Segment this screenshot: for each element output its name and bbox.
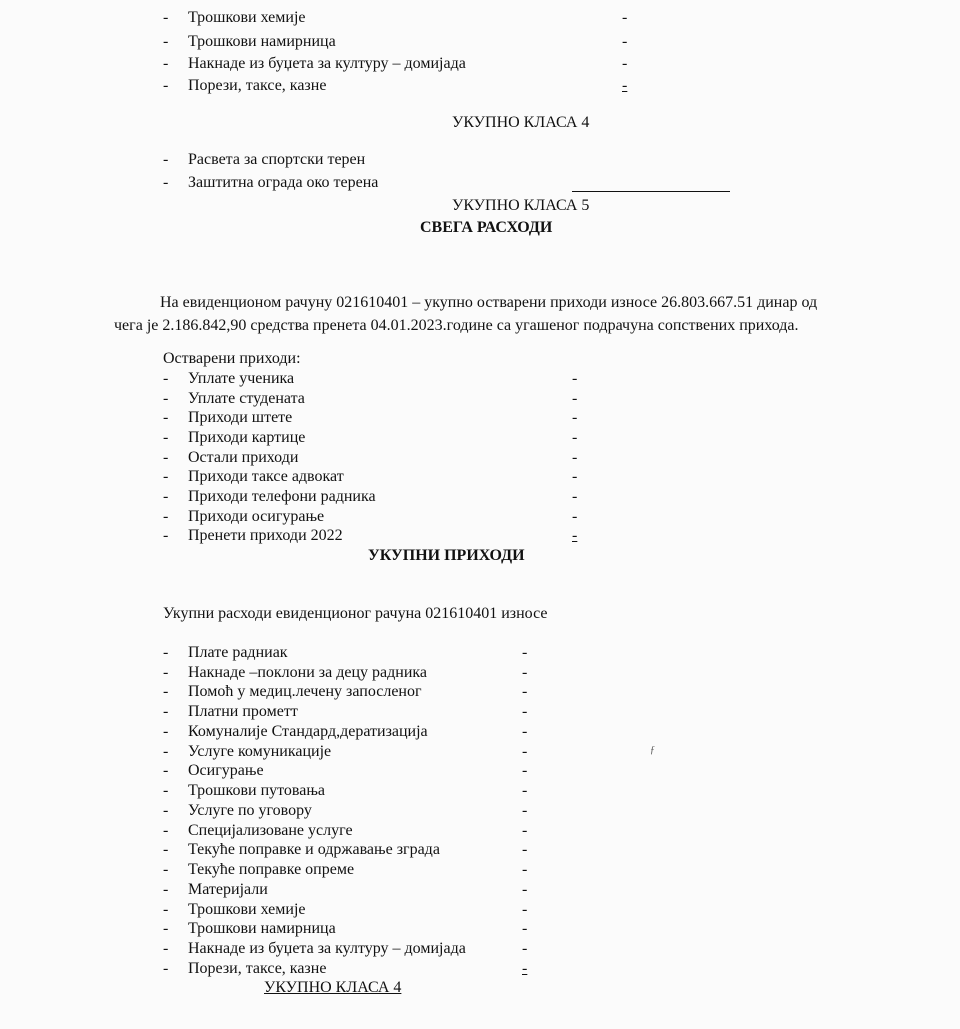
document-page: - Трошкови хемије - - Трошкови намирница - - Накнаде из буџета за културу – домијада - - Порези, таксе, казне - УКУПНО КЛАСА 4 - Расвета за спортски терен - Заштитна ограда око терена УКУПНО КЛАСА 5 СВЕГА РАСХОДИ На евиденционом рачуну 021610401 – укупно остварени приходи износе 26.803.667.51 динар од чега је 2.186.842,90 средства пренета 04.01.2023.године са угашеног подрачуна сопствених прихода. Остварени приходи: - Уплате ученика - - Уплате студената - - Приходи штете - - Приходи картице - - Остали приходи - - Приходи таксе адвокат - - Приходи телефони радника - - Приходи осигурање - - Пренети приходи 2022 - УКУПНИ ПРИХОДИ Укупни расходи евиденционог рачуна 021610401 износе - Плате радниак - - Накнаде –поклони за децу радника - - Помоћ у медиц.лечену запосленог - - Платни прометт - - Комуналије Стандард,дератизација - - Услуге комуникације - - Осигурање - - Трошкови путовања - - Услуге по уговору - - Специјализоване услуге - - Текуће поправке и одржавање зграда - - Текуће поправке опреме - - Материјали - - Трошкови хемије - - Трошкови намирница - - Накнаде из буџета за културу – домијада - - Порези, таксе, казне - УКУПНО КЛАСА 4 ƒ — [0, 0, 960, 1029]
item-label: Трошкови хемије — [188, 9, 306, 26]
paragraph-line: На евиденционом рачуну 021610401 – укупно остварени приходи износе 26.803.667.51 динар од — [160, 294, 818, 311]
item-label: Приходи штете — [188, 409, 293, 426]
scan-mark: ƒ — [650, 745, 655, 756]
item-label: Помоћ у медиц.лечену запосленог — [188, 683, 422, 700]
total-label: УКУПНО КЛАСА 4 — [264, 979, 402, 996]
item-label: Трошкови намирница — [188, 33, 336, 50]
item-label: Расвета за спортски терен — [188, 151, 366, 168]
item-label: Заштитна ограда око терена — [188, 174, 379, 191]
item-label: Уплате ученика — [188, 370, 295, 387]
item-label: Текуће поправке опреме — [188, 861, 355, 878]
item-label: Накнаде из буџета за културу – домијада — [188, 55, 466, 72]
item-label: Приходи таксе адвокат — [188, 468, 344, 485]
total-label: УКУПНИ ПРИХОДИ — [368, 547, 525, 564]
item-label: Комуналије Стандард,дератизација — [188, 723, 428, 740]
item-label: Услуге по уговору — [188, 802, 312, 819]
item-label: Трошкови хемије — [188, 901, 306, 918]
paragraph-line: чега је 2.186.842,90 средства пренета 04.01.2023.године са угашеног подрачуна сопствених прихода. — [114, 317, 799, 334]
total-label: УКУПНО КЛАСА 5 — [452, 197, 590, 214]
income-heading: Остварени приходи: — [163, 350, 301, 367]
paragraph-income-summary — [100, 291, 880, 337]
underline-rule — [572, 173, 730, 192]
item-label: Уплате студената — [188, 390, 305, 407]
item-label: Приходи осигурање — [188, 508, 325, 525]
item-label: Осигурање — [188, 762, 264, 779]
item-label: Платни прометт — [188, 703, 298, 720]
item-label: Приходи телефони радника — [188, 488, 376, 505]
item-label: Остали приходи — [188, 449, 299, 466]
item-label: Пренети приходи 2022 — [188, 527, 343, 544]
item-label: Порези, таксе, казне — [188, 960, 327, 977]
item-label: Специјализоване услуге — [188, 822, 353, 839]
item-label: Текуће поправке и одржавање зграда — [188, 841, 440, 858]
item-label: Приходи картице — [188, 429, 306, 446]
item-label: Трошкови намирница — [188, 920, 336, 937]
item-label: Накнаде из буџета за културу – домијада — [188, 940, 466, 957]
total-label: УКУПНО КЛАСА 4 — [452, 114, 590, 131]
item-label: Накнаде –поклони за децу радника — [188, 664, 428, 681]
expenses-heading: Укупни расходи евиденционог рачуна 021610401 износе — [163, 605, 548, 622]
item-label: Материјали — [188, 881, 268, 898]
item-label: Услуге комуникације — [188, 743, 332, 760]
grand-total-label: СВЕГА РАСХОДИ — [420, 219, 553, 236]
item-label: Плате радниак — [188, 644, 288, 661]
item-label: Порези, таксе, казне — [188, 77, 327, 94]
item-label: Трошкови путовања — [188, 782, 326, 799]
